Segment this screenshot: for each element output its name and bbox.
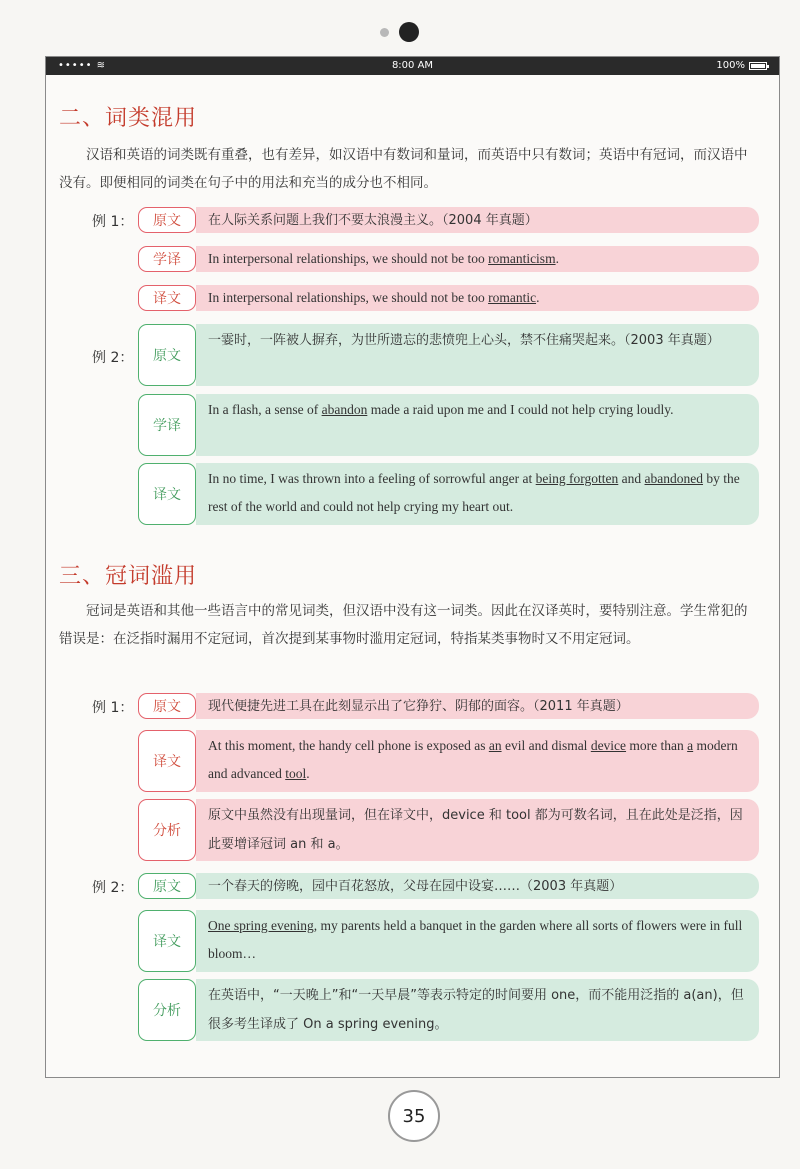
signal-icon: ••••• ≋ <box>58 60 107 71</box>
original-text: 一个春天的傍晚，园中百花怒放，父母在园中设宴……（2003 年真题） <box>196 873 759 899</box>
tag-translation: 译文 <box>138 910 196 972</box>
section-title-article-misuse: 三、冠词滥用 <box>59 564 198 589</box>
tag-original: 原文 <box>138 324 196 386</box>
tag-translation: 译文 <box>138 730 196 792</box>
example-label: 例 1： <box>92 700 134 716</box>
example-label: 例 2： <box>92 350 134 366</box>
analysis-text: 在英语中，“一天晚上”和“一天早晨”等表示特定的时间要用 one，而不能用泛指的 a(an)，但很多考生译成了 On a spring evening。 <box>196 979 759 1041</box>
tablet-frame <box>45 56 780 1078</box>
camera-dot <box>399 22 419 42</box>
translation-text: In no time, I was thrown into a feeling of sorrowful anger at being forgotten and abandoned by the rest of the world and could not help crying my heart out. <box>196 463 759 525</box>
battery-percent: 100% <box>716 60 745 71</box>
tag-translation: 译文 <box>138 463 196 525</box>
page-number: 35 <box>388 1090 440 1142</box>
tag-original: 原文 <box>138 693 196 719</box>
original-text: 在人际关系问题上我们不要太浪漫主义。（2004 年真题） <box>196 207 759 233</box>
translation-text: In interpersonal relationships, we should not be too romantic. <box>196 285 759 311</box>
student-translation-text: In a flash, a sense of abandon made a raid upon me and I could not help crying loudly. <box>196 394 759 456</box>
tag-original: 原文 <box>138 873 196 899</box>
status-time: 8:00 AM <box>391 60 434 71</box>
example-label: 例 2： <box>92 880 134 896</box>
translation-text: One spring evening, my parents held a banquet in the garden where all sorts of flowers were in full bloom… <box>196 910 759 972</box>
original-text: 一霎时，一阵被人摒弃，为世所遗忘的悲愤兜上心头，禁不住痛哭起来。（2003 年真题） <box>196 324 759 386</box>
tag-translation: 译文 <box>138 285 196 311</box>
translation-text: At this moment, the handy cell phone is exposed as an evil and dismal device more than a modern and advanced tool. <box>196 730 759 792</box>
section-intro-word-class: 汉语和英语的词类既有重叠，也有差异，如汉语中有数词和量词，而英语中只有数词；英语中有冠词，而汉语中没有。即便相同的词类在句子中的用法和充当的成分也不相同。 <box>59 147 748 191</box>
tag-original: 原文 <box>138 207 196 233</box>
camera-dot-small <box>380 28 389 37</box>
tag-student-translation: 学译 <box>138 394 196 456</box>
student-translation-text: In interpersonal relationships, we should not be too romanticism. <box>196 246 759 272</box>
original-text: 现代便捷先进工具在此刻显示出了它狰狞、阴郁的面容。（2011 年真题） <box>196 693 759 719</box>
tag-student-translation: 学译 <box>138 246 196 272</box>
tag-analysis: 分析 <box>138 799 196 861</box>
example-label: 例 1： <box>92 214 134 230</box>
section-intro-article-misuse: 冠词是英语和其他一些语言中的常见词类，但汉语中没有这一词类。因此在汉译英时，要特别注意。学生常犯的错误是：在泛指时漏用不定冠词，首次提到某事物时滥用定冠词，特指某类事物时又不用定冠词。 <box>59 603 748 647</box>
analysis-text: 原文中虽然没有出现量词，但在译文中，device 和 tool 都为可数名词，且在此处是泛指，因此要增译冠词 an 和 a。 <box>196 799 759 861</box>
tag-analysis: 分析 <box>138 979 196 1041</box>
section-title-word-class: 二、词类混用 <box>59 106 198 131</box>
page-content <box>46 57 781 1079</box>
